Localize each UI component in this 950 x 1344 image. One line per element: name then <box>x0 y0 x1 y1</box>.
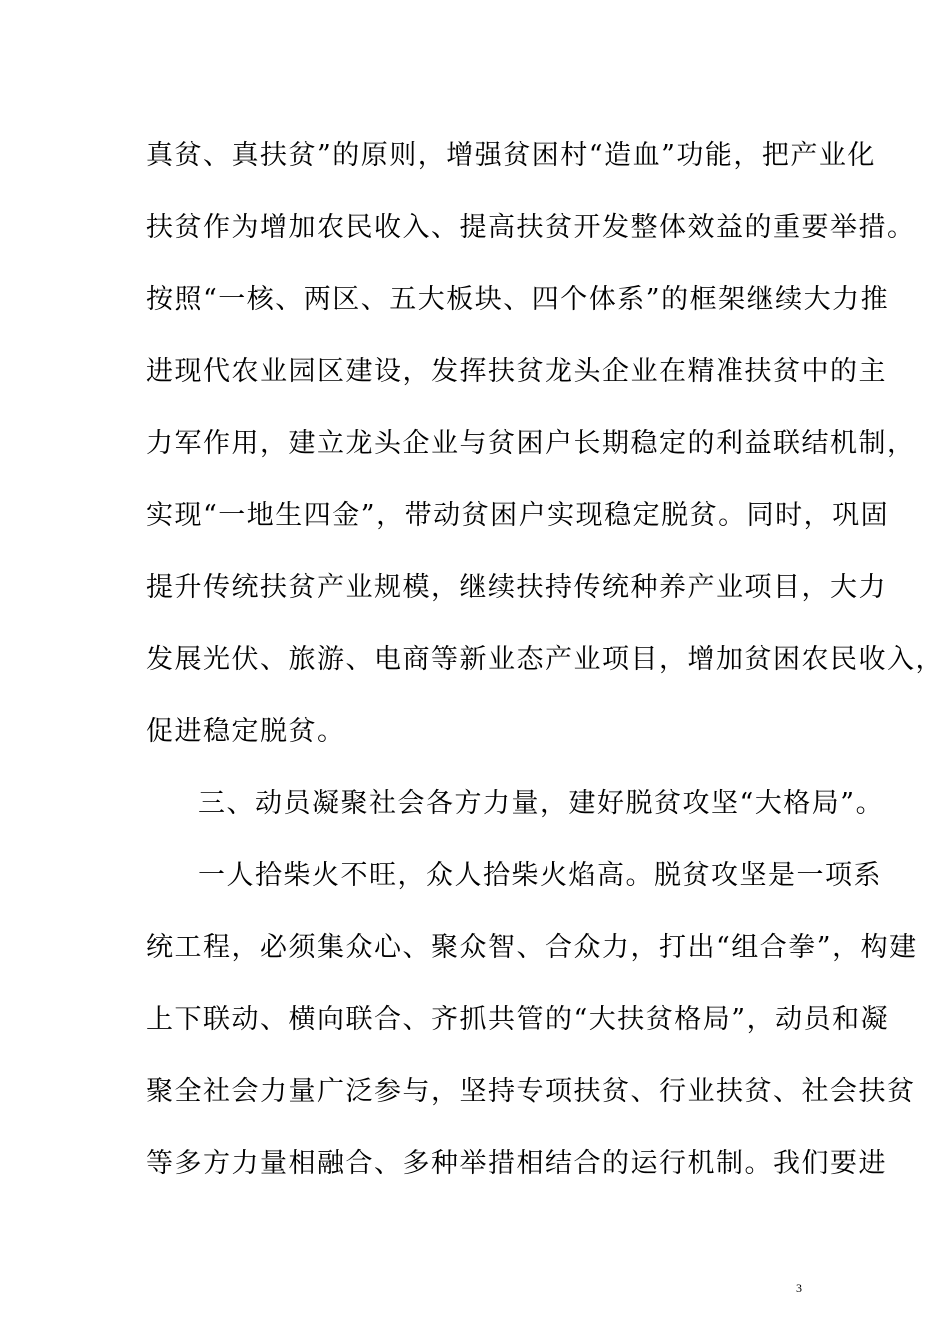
body-text-line: 提升传统扶贫产业规模，继续扶持传统种养产业项目，大力 <box>146 572 887 603</box>
body-text-line: 真贫、真扶贫”的原则，增强贫困村“造血”功能，把产业化 <box>146 140 876 171</box>
body-text-line: 等多方力量相融合、多种举措相结合的运行机制。我们要进 <box>146 1148 887 1179</box>
body-text-line: 发展光伏、旅游、电商等新业态产业项目，增加贫困农民收入， <box>146 644 944 675</box>
body-text-line: 扶贫作为增加农民收入、提高扶贫开发整体效益的重要举措。 <box>146 212 916 243</box>
body-text-line: 进现代农业园区建设，发挥扶贫龙头企业在精准扶贫中的主 <box>146 356 887 387</box>
paragraph-first-line: 一人拾柴火不旺，众人拾柴火焰高。脱贫攻坚是一项系 <box>198 860 882 891</box>
body-text-line: 上下联动、横向联合、齐抓共管的“大扶贫格局”，动员和凝 <box>146 1004 890 1035</box>
body-text-line: 按照“一核、两区、五大板块、四个体系”的框架继续大力推 <box>146 284 890 315</box>
body-text-line: 促进稳定脱贫。 <box>146 716 346 747</box>
section-heading: 三、动员凝聚社会各方力量，建好脱贫攻坚“大格局”。 <box>198 788 885 819</box>
body-text-line: 聚全社会力量广泛参与，坚持专项扶贫、行业扶贫、社会扶贫 <box>146 1076 916 1107</box>
body-text-line: 力军作用，建立龙头企业与贫困户长期稳定的利益联结机制， <box>146 428 916 459</box>
page-number: 3 <box>796 1281 802 1295</box>
body-text-line: 实现“一地生四金”，带动贫困户实现稳定脱贫。同时，巩固 <box>146 500 890 531</box>
body-text-line: 统工程，必须集众心、聚众智、合众力，打出“组合拳”，构建 <box>146 932 918 963</box>
